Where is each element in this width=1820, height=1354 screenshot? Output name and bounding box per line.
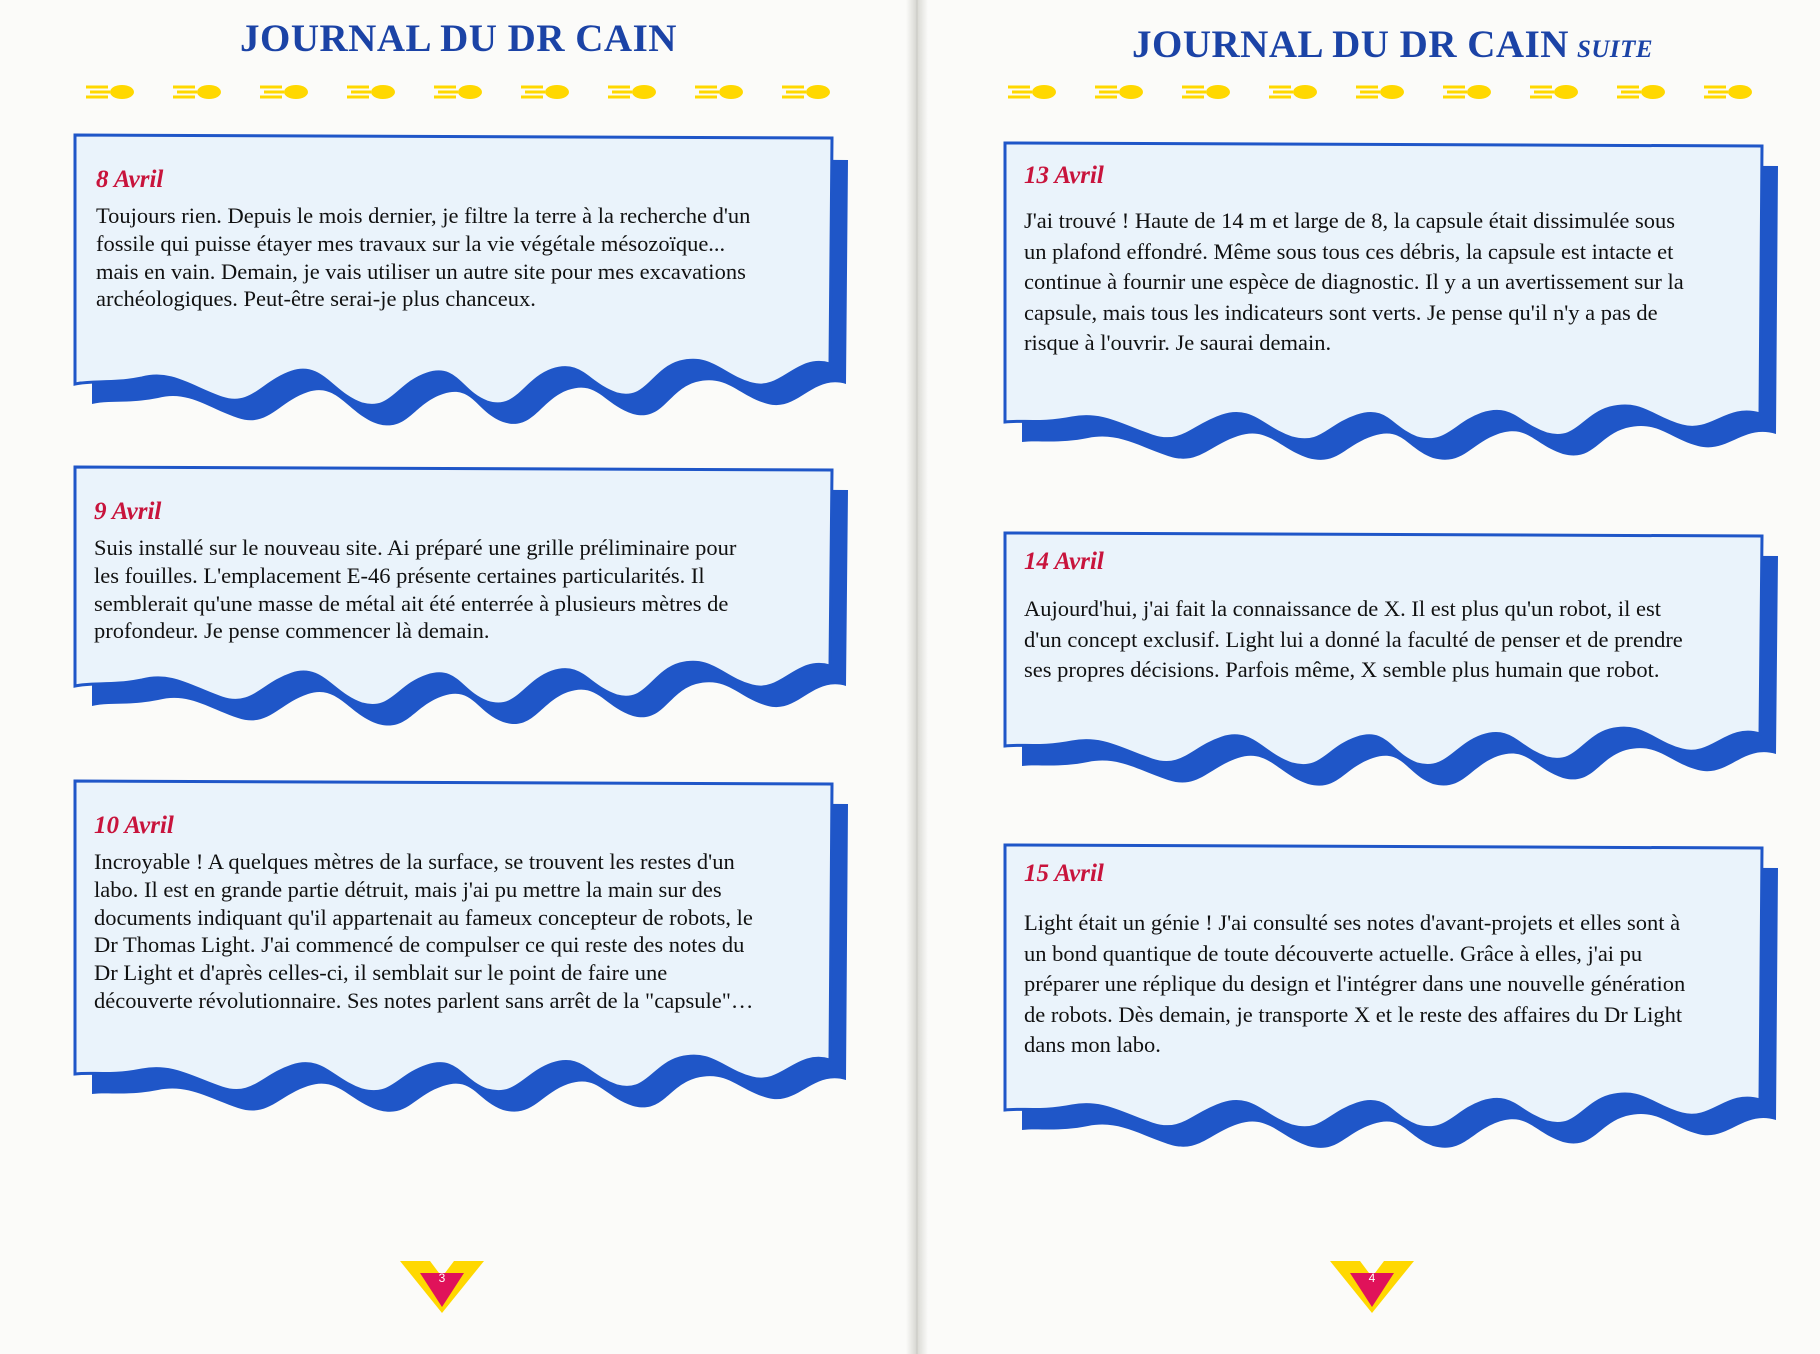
entry-text: J'ai trouvé ! Haute de 14 m et large de 8, la capsule était dissimulée sous un plafond effondré. Même sous tous ces débris, la capsule est intacte et continue à fournir une espèce de diagnostic. Il y a un avertissement sur la capsule, mais tous les indicateurs sont verts. Je pense qu'il n'y a pas de risque à l'ouvrir. Je saurai demain. <box>1024 208 1684 355</box>
comet-ornament-icon <box>254 78 341 106</box>
right-page-title <box>1132 22 1653 67</box>
page-number: 4 <box>1368 1271 1376 1285</box>
entry-date: 15 Avril <box>1024 860 1104 887</box>
page-number: 3 <box>438 1271 446 1285</box>
left-page-title: JOURNAL DU DR CAIN <box>240 17 677 60</box>
journal-entry <box>1000 840 1780 1170</box>
comet-ornament-icon <box>1524 78 1611 106</box>
comet-ornament-icon <box>1350 78 1437 106</box>
journal-entry <box>1000 138 1780 478</box>
right-page-title-text: JOURNAL DU DR CAIN <box>1132 23 1569 66</box>
book-gutter <box>906 0 928 1354</box>
comet-ornament-icon <box>167 78 254 106</box>
comet-ornament-icon <box>602 78 689 106</box>
entry-date: 13 Avril <box>1024 162 1104 189</box>
right-page <box>922 0 1820 1354</box>
entry-text: Suis installé sur le nouveau site. Ai préparé une grille préliminaire pour les fouilles. L'emplacement E-46 présente certaines particularités. Il semblerait qu'une masse de métal ait été enterrée à plusieurs mètres de profondeur. Je pense commencer là demain. <box>94 535 737 644</box>
entry-text: Aujourd'hui, j'ai fait la connaissance de X. Il est plus qu'un robot, il est d'un concept exclusif. Light lui a donné la faculté de penser et de prendre ses propres décisions. Parfois même, X semble plus humain que robot. <box>1024 596 1683 682</box>
entry-date: 14 Avril <box>1024 548 1104 575</box>
entry-text: Light était un génie ! J'ai consulté ses notes d'avant-projets et elles sont à un bond quantique de toute découverte actuelle. Grâce à elles, j'ai pu préparer une réplique du design et l'intégrer dans une nouvelle génération de robots. Dès demain, je transporte X et le reste des affaires du Dr Light dans mon labo. <box>1024 910 1686 1057</box>
comet-ornament-icon <box>1089 78 1176 106</box>
journal-entry <box>70 776 850 1130</box>
comet-ornament-icon <box>341 78 428 106</box>
comet-ornament-icon <box>1176 78 1263 106</box>
title-ornament-row <box>1002 78 1785 106</box>
comet-ornament-icon <box>1698 78 1785 106</box>
right-page-title-suffix: SUITE <box>1576 36 1654 63</box>
page-number-badge <box>1330 1257 1414 1313</box>
journal-entry <box>70 130 850 430</box>
entry-text: Incroyable ! A quelques mètres de la surface, se trouvent les restes d'un labo. Il est en grande partie détruit, mais j'ai pu mettre la main sur des documents indiquant qu'il appartenait au fameux concepteur de robots, le Dr Thomas Light. J'ai commencé de compulser ce qui reste des notes du Dr Light et d'après celles-ci, il semblait sur le point de faire une découverte révolutionnaire. Ses notes parlent sans arrêt de la "capsule"… <box>94 849 754 1013</box>
entry-text: Toujours rien. Depuis le mois dernier, je filtre la terre à la recherche d'un fossile qui puisse étayer mes travaux sur la vie végétale mésozoïque... mais en vain. Demain, je vais utiliser un autre site pour mes excavations archéologiques. Peut-être serai-je plus chanceux. <box>96 203 751 312</box>
chevron-badge-icon <box>400 1257 484 1313</box>
page-number-badge <box>400 1257 484 1313</box>
comet-ornament-icon <box>1437 78 1524 106</box>
journal-entry <box>70 462 850 732</box>
comet-ornament-icon <box>1002 78 1089 106</box>
journal-entry <box>1000 528 1780 808</box>
entry-date: 9 Avril <box>94 498 162 525</box>
comet-ornament-icon <box>1611 78 1698 106</box>
comet-ornament-icon <box>1263 78 1350 106</box>
entry-date: 8 Avril <box>96 166 164 193</box>
comet-ornament-icon <box>689 78 776 106</box>
comet-ornament-icon <box>80 78 167 106</box>
comet-ornament-icon <box>515 78 602 106</box>
comet-ornament-icon <box>776 78 863 106</box>
title-ornament-row <box>80 78 863 106</box>
chevron-badge-icon <box>1330 1257 1414 1313</box>
comet-ornament-icon <box>428 78 515 106</box>
entry-date: 10 Avril <box>94 812 174 839</box>
